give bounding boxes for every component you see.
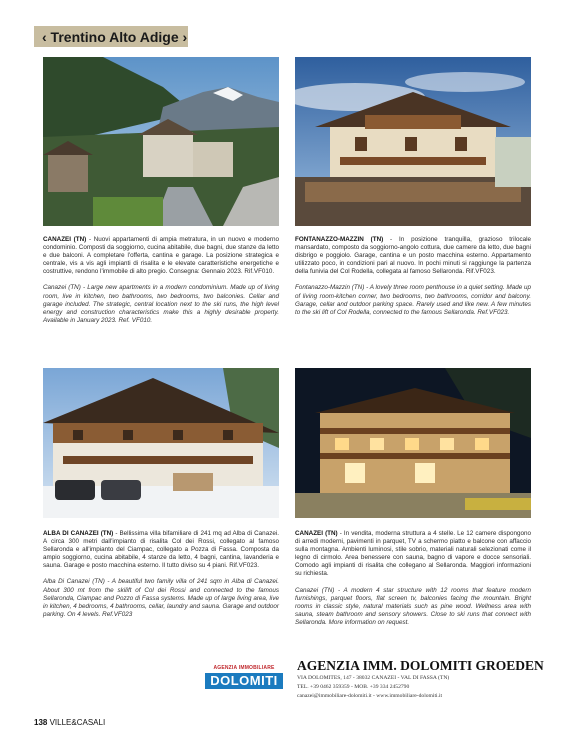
region-tab: ‹ Trentino Alto Adige ›	[34, 26, 188, 47]
magazine-name: VILLE&CASALI	[49, 718, 106, 727]
agency-logo	[205, 665, 283, 691]
listing-place: FONTANAZZO-MAZZIN (TN)	[295, 236, 384, 243]
agency-phones: TEL. +39 0462 359359 - MOB. +39 334 2452790	[297, 684, 410, 690]
photo-alba-villa	[43, 368, 279, 518]
agency-block	[205, 658, 544, 730]
listing-text-it	[295, 236, 531, 276]
listing-description-it: - Nuovi appartamenti di ampia metratura, in un nuovo e moderno condominio. Composti da soggiorno, cucina abitabile, due bagni, due stanze da letto e due balconi. A completare l'offerta, cantina e garage. La posizione strategica e centrale, vis a vis agli impianti di risalita e le elevate caratteristiche energetiche e costruttive, rendono l'immobile di alto pregio. Consegna: Gennaio 2023. Rif.VF010.	[43, 236, 279, 276]
listing-description-en: Alba Di Canazei (TN) - A beautiful two family villa of 241 sqm in Alba di Canazei. About 300 mt from the skilift of Col dei Rossi and connected to the famous Sellaronda, Ciampac and Pozzo di Fassa systems. Made up of large living area, live in kitchen, 4 bedrooms, 4 bathrooms, cellar, laundry and sauna. Garage and outdoor parking. On 4 levels. Ref.VF023	[43, 578, 279, 618]
agency-address: VIA DOLOMITES, 147 - 38032 CANAZEI - VAL DI FASSA (TN)	[297, 675, 450, 681]
agency-logo-top: AGENZIA IMMOBILIARE	[213, 665, 275, 671]
listing-place: ALBA DI CANAZEI (TN)	[43, 530, 114, 537]
listing-canazei-apartments	[43, 236, 279, 325]
listing-place: CANAZEI (TN)	[43, 236, 87, 243]
listing-place: CANAZEI (TN)	[295, 530, 338, 537]
listing-text-it	[295, 530, 531, 579]
listing-description-it: - In vendita, moderna struttura a 4 stelle. Le 12 camere dispongono di arredi moderni, pavimenti in parquet, TV a schermo piatto e balcone con affaccio sulla montagna. Ambienti luminosi, stile sobrio, materiali naturali selezionati come il legno di cirmolo. Area benessere con sauna, bagno di vapore e docce sensoriali. Comodo agli impianti di risalita che collegano al Sellaronda. Maggiori informazioni su richiesta.	[295, 530, 531, 578]
listing-fontanazzo	[295, 236, 531, 317]
listing-description-it: - In posizione tranquilla, grazioso trilocale mansardato, composto da soggiorno-angolo cottura, due camere da letto, due bagni disbrigo e poggiolo. Garage, cantina e un posto macchina esterno. Appartamento utilizzato poco, in condizioni pari al nuovo. In pochi minuti si raggiunge la partenza della funivia del Col Rodella, collegata al famoso Sellaronda. Rif.VF023.	[295, 236, 531, 276]
listing-description-en: Fontanazzo-Mazzin (TN) - A lovely three room penthouse in a quiet setting. Made up of living room-kitchen corner, two bedrooms, two bathrooms, corridor and balcony. Garage, cellar and outdoor parking space. Rarely used and like new. A few minutes to the ski lift of Col Rodella, connected to the famous Sellaronda. Ref.VF023.	[295, 284, 531, 316]
photo-canazei-apartments	[43, 57, 279, 226]
photo-fontanazzo-chalet	[295, 57, 531, 226]
listing-description-en: Canazei (TN) - Large new apartments in a modern condominium. Made up of living room, live in kitchen, two bathrooms, two bedrooms, two balconies. Cellar and garage included. The strategic, central location next to the ski runs, the high level energy and construction characteristics make this a highly desirable property. Available in January 2023. Ref. VF010.	[43, 284, 279, 324]
agency-name: AGENZIA IMM. DOLOMITI GROEDEN	[297, 658, 544, 673]
page-footer	[34, 718, 105, 727]
agency-logo-main: DOLOMITI	[205, 673, 283, 689]
listing-description-en: Canazei (TN) - A modern 4 star structure with 12 rooms that feature modern furnishings, parquet floors, flat screen tv, balconies facing the mountain. Bright rooms in classic style, natural materials such as pine wood. Wellness area with sauna, steam bathroom and sensory showers. Close to ski runs that connect with Sellaronda. More information on request.	[295, 586, 531, 626]
page-number: 138	[34, 718, 48, 727]
agency-contacts[interactable]: canazei@immobiliare-dolomiti.it - www.immobiliare-dolomiti.it	[297, 693, 443, 699]
listing-text-it	[43, 530, 279, 570]
listing-alba-villa	[43, 530, 279, 619]
listing-canazei-hotel	[295, 530, 531, 627]
listing-text-it	[43, 236, 279, 276]
photo-canazei-hotel	[295, 368, 531, 518]
listing-description-it: - Bellissima villa bifamiliare di 241 mq ad Alba di Canazei. A circa 300 metri dall'impianto di risalita Col dei Rossi, collegato al famoso Sellaronda e all'impianto del Ciampac, collegato a Pozza di Fassa. Composta da ampio soggiorno, cucina abitabile, 4 stanze da letto, 4 bagni, cantina, lavanderia e sauna. Garage e posto macchina esterno. Il tutto diviso su 4 piani. Rif.VF023.	[43, 530, 279, 570]
